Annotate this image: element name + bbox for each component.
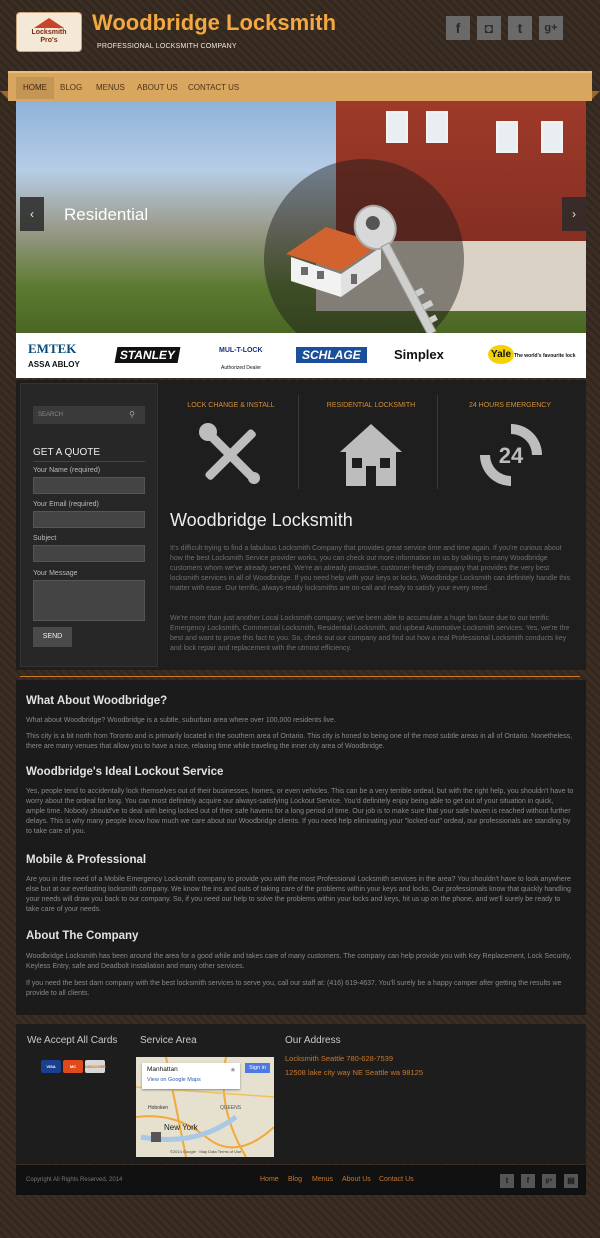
discover-card-icon: DISCOVER bbox=[85, 1060, 105, 1073]
site-header bbox=[0, 0, 600, 68]
main-nav bbox=[8, 71, 592, 101]
emergency-24-text: 24 bbox=[498, 443, 524, 468]
intro-title: Woodbridge Locksmith bbox=[170, 510, 353, 530]
message-field[interactable] bbox=[33, 580, 145, 621]
site-tagline: PROFESSIONAL LOCKSMITH COMPANY bbox=[97, 43, 237, 50]
brand-simplex: Simplex bbox=[394, 347, 444, 362]
search-placeholder: SEARCH bbox=[38, 412, 64, 418]
map-view-link[interactable]: View on Google Maps bbox=[147, 1077, 201, 1083]
brand-emtek: EMTEK bbox=[28, 341, 77, 356]
map-label-hoboken: Hoboken bbox=[148, 1105, 169, 1111]
section-paragraph: If you need the best darn company with the best locksmith services to serve you, call our staff at: (416) 619-4637. You'll surely be a happy camper after getting the results we provide to all clients. bbox=[26, 980, 562, 997]
name-field[interactable] bbox=[33, 477, 145, 494]
nav-contact-us[interactable]: CONTACT US bbox=[188, 83, 240, 92]
address-line-2: 12508 lake city way NE Seattle wa 98125 bbox=[285, 1068, 423, 1077]
brand-schlage: SCHLAGE bbox=[296, 347, 367, 363]
map-label-queens: QUEENS bbox=[220, 1105, 242, 1111]
section-paragraph: What about Woodbridge? Woodbridge is a subtle, suburban area where over 100,000 residents live. bbox=[26, 717, 336, 724]
brand-strip bbox=[16, 333, 586, 378]
slider-prev-button[interactable]: ‹ bbox=[20, 197, 44, 231]
map-place: Manhattan bbox=[147, 1066, 178, 1073]
ribbon-left bbox=[0, 91, 8, 99]
email-field[interactable] bbox=[33, 511, 145, 528]
map-signin-button[interactable]: Sign in bbox=[245, 1063, 270, 1073]
send-button[interactable]: SEND bbox=[33, 627, 72, 647]
footer-link-contact-us[interactable]: Contact Us bbox=[379, 1176, 414, 1183]
nav-blog[interactable]: BLOG bbox=[60, 83, 83, 92]
service-divider bbox=[437, 395, 438, 489]
service-area-title: Service Area bbox=[140, 1035, 197, 1046]
twitter-icon[interactable]: t bbox=[508, 16, 532, 40]
star-icon[interactable]: ★ bbox=[229, 1067, 236, 1074]
slide-caption: Residential bbox=[64, 205, 149, 224]
service-divider bbox=[298, 395, 299, 489]
brand-emtek-sub: ASSA ABLOY bbox=[28, 360, 80, 369]
search-input[interactable] bbox=[33, 406, 145, 424]
address-line-1[interactable]: Locksmith Seattle 780-628-7539 bbox=[285, 1054, 393, 1063]
intro-paragraph-1: It's difficult trying to find a fabulous Locksmith Company that provides great service time and time again. If you're curious about how the best Locksmith Service provider works, you can check out more information on us by talking to many Woodbridge customers whom we've already served. We're an already proactive, customer-friendly company that provides the very best locksmith services in all of Woodbridge. If you need help with your keys or locks, Woodbridge Locksmith can definitely handle this matter with ease. Our terrific, always-ready locksmiths are on-call and ready to satisfy your every need. bbox=[170, 545, 571, 592]
nav-about-us[interactable]: ABOUT US bbox=[137, 83, 178, 92]
brand-yale: Yale bbox=[488, 345, 514, 364]
quote-sidebar bbox=[20, 383, 158, 667]
email-label: Your Email (required) bbox=[33, 501, 99, 508]
section-paragraph: Woodbridge Locksmith has been around the area for a good while and takes care of many customers. The company can help provide you with Key Replacement, Lock Security, Keyless Entry, safe and Deadbolt Installation and many other services. bbox=[26, 953, 572, 970]
logo-text-2: Pro's bbox=[40, 37, 58, 44]
mastercard-icon: MC bbox=[63, 1060, 83, 1073]
service-emergency-title[interactable]: 24 HOURS EMERGENCY bbox=[468, 402, 552, 409]
instagram-icon[interactable]: ◘ bbox=[477, 16, 501, 40]
subject-label: Subject bbox=[33, 535, 57, 542]
brand-multlock: MUL-T-LOCK bbox=[219, 347, 263, 354]
emergency-24-icon bbox=[476, 420, 546, 490]
visa-card-icon: VISA bbox=[41, 1060, 61, 1073]
section-heading-lockout: Woodbridge's Ideal Lockout Service bbox=[26, 766, 224, 778]
section-heading-woodbridge: What About Woodbridge? bbox=[26, 695, 168, 707]
brand-yale-sub: The world's favourite lock bbox=[514, 353, 576, 359]
googleplus-icon[interactable]: g+ bbox=[539, 16, 563, 40]
section-heading-mobile: Mobile & Professional bbox=[26, 854, 147, 866]
map-footer-text: ©2014 Google · Map Data Terms of Use bbox=[170, 1149, 242, 1154]
footer-link-about-us[interactable]: About Us bbox=[342, 1176, 371, 1183]
subject-field[interactable] bbox=[33, 545, 145, 562]
facebook-icon[interactable]: f bbox=[521, 1174, 535, 1188]
site-title[interactable]: Woodbridge Locksmith bbox=[92, 10, 337, 35]
name-label: Your Name (required) bbox=[33, 467, 101, 474]
quote-title: GET A QUOTE bbox=[33, 447, 145, 462]
service-area-map[interactable] bbox=[136, 1057, 274, 1157]
search-icon[interactable]: ⚲ bbox=[129, 410, 135, 419]
slider-next-button[interactable]: › bbox=[562, 197, 586, 231]
logo-text-1: Locksmith bbox=[31, 29, 67, 36]
brand-multlock-sub: Authorized Dealer bbox=[221, 365, 262, 371]
tools-icon bbox=[196, 420, 266, 490]
googleplus-icon[interactable]: g+ bbox=[542, 1174, 556, 1188]
rss-icon[interactable]: ▤ bbox=[564, 1174, 578, 1188]
house-icon bbox=[336, 420, 406, 490]
address-title: Our Address bbox=[285, 1035, 341, 1046]
footer-link-blog[interactable]: Blog bbox=[288, 1176, 303, 1183]
hero-slider[interactable] bbox=[16, 101, 586, 333]
copyright-text: Copyright All Rights Reserved, 2014 bbox=[26, 1177, 123, 1183]
site-logo[interactable] bbox=[16, 12, 82, 52]
facebook-icon[interactable]: f bbox=[446, 16, 470, 40]
ribbon-right bbox=[592, 91, 600, 99]
nav-menus[interactable]: MENUS bbox=[96, 83, 125, 92]
nav-home[interactable]: HOME bbox=[16, 77, 54, 99]
section-paragraph: Are you in dire need of a Mobile Emergency Locksmith company to provide you with the most Professional Locksmith services in the area? You shouldn't have to look anywhere else but at our everlasting locksmith company. We know the ins and outs of taking care of the problems within your keys and locks. Our professionals know that quickly handling your needs will draw you back to our company. So, if you need our help to solve the problems within your locks and keys, hit us up on the phone, and we'll surely be ready to take care of your needs. bbox=[26, 876, 571, 913]
section-paragraph: This city is a bit north from Toronto and is primarily located in the southern area of Ontario. This city is honed to being one of the most subtle areas in all of Ontario. Nonetheless, there are many venues that allow you to have a nice, relaxing time while traveling the inner city area of Woodbridge. bbox=[26, 733, 573, 750]
map-info-box bbox=[142, 1063, 240, 1089]
logo-roof-icon bbox=[34, 16, 64, 28]
intro-paragraph-2: We're more than just another Local Locksmith company; we've been able to accumulate a huge fan base due to our terrific Emergency Locksmith, Commercial Locksmith, Residential Locksmith, and upbeat Automotive Locksmith services. Yes, we're the best and want to prove this fact to you. So, check out our company and find out how a real Professional Locksmith conducts key and lock repair and replacement with the utmost efficiency. bbox=[170, 615, 570, 652]
footer-link-menus[interactable]: Menus bbox=[312, 1176, 334, 1183]
footer-link-home[interactable]: Home bbox=[260, 1176, 279, 1183]
twitter-icon[interactable]: t bbox=[500, 1174, 514, 1188]
map-city-label: New York bbox=[164, 1123, 198, 1132]
section-heading-about: About The Company bbox=[26, 930, 139, 942]
service-lock-change-title[interactable]: LOCK CHANGE & INSTALL bbox=[187, 402, 275, 409]
brand-stanley: STANLEY bbox=[115, 347, 181, 363]
service-residential-title[interactable]: RESIDENTIAL LOCKSMITH bbox=[326, 402, 416, 409]
cards-title: We Accept All Cards bbox=[27, 1035, 118, 1046]
section-paragraph: Yes, people tend to accidentally lock themselves out of their businesses, homes, or even vehicles. This can be a very terrible ordeal, but with the right help, you shouldn't have to worry about the ordeal for long. You can most definitely acquire our always-satisfying Lockout Service. You'd definitely enjoy being able to get out of your situation in quick, ample time. Nobody should've to deal with being locked out of their safe havens for a long period of time. Our job is to make sure that your safe haven is reached without further delays. This is why many people know how much we care about our Woodbridge clients. If you need help eliminating your "locked-out" ordeal, our professionals are standing by to take care of you. bbox=[26, 788, 574, 835]
message-label: Your Message bbox=[33, 570, 78, 577]
orange-divider bbox=[20, 676, 580, 677]
